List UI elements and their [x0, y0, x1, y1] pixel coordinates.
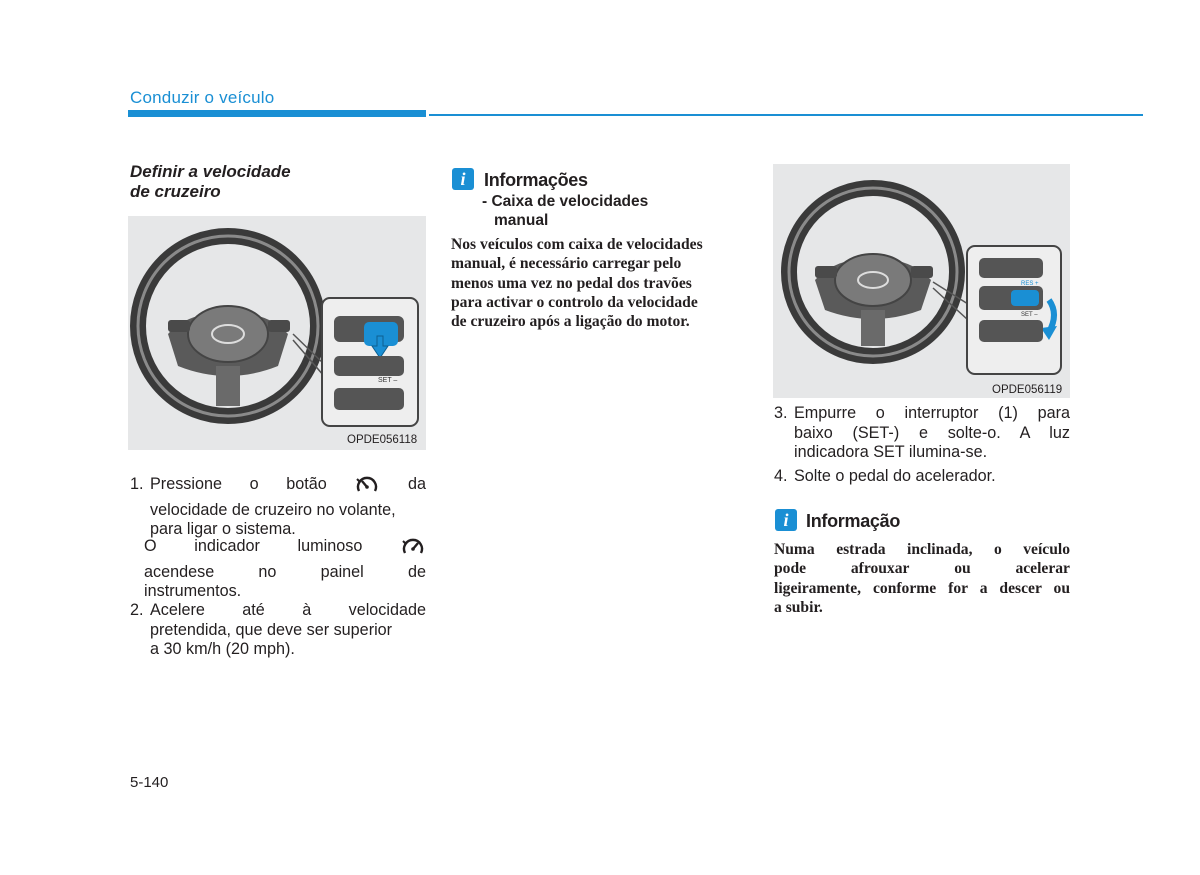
figure-button-set: SET – [1021, 312, 1038, 318]
step-number: 1. [130, 475, 144, 493]
list-item [774, 467, 1070, 487]
word: da [407, 475, 426, 493]
word: botão [286, 475, 327, 493]
word: painel [320, 562, 364, 581]
info-subtitle-line: - Caixa de velocidades [482, 193, 649, 210]
subheading [130, 162, 430, 202]
text-line: Solte o pedal do acelerador. [794, 467, 996, 485]
info-title: Informações [484, 170, 588, 190]
text-line: indicadora SET ilumina-se. [794, 443, 988, 461]
figure-steering-wheel-1 [128, 216, 426, 450]
step-4 [774, 467, 1070, 487]
step-3 [774, 404, 1070, 463]
info-subtitle-line: manual [494, 212, 549, 229]
word: acelerar [1015, 560, 1070, 578]
text-line: menos uma vez no pedal dos travões [451, 274, 692, 292]
text-line: a 30 km/h (20 mph). [150, 640, 295, 658]
text-line: manual, é necessário carregar pelo [451, 255, 682, 273]
word: acendese [144, 562, 215, 581]
header-rule-thick [128, 110, 426, 117]
page-number: 5-140 [130, 774, 169, 791]
figure-steering-wheel-2 [773, 164, 1070, 398]
step-2 [130, 601, 426, 660]
step-number: 2. [130, 601, 144, 619]
info-icon: i [775, 509, 797, 531]
word: afrouxar [850, 560, 910, 578]
subheading-line: de cruzeiro [130, 182, 221, 201]
word: luminoso [297, 537, 363, 555]
word: O [144, 537, 157, 555]
text-line: velocidade de cruzeiro no volante, [150, 500, 396, 519]
text-line: Empurre o interruptor (1) para [794, 404, 1070, 422]
text-line: a subir. [774, 598, 823, 616]
text-line: para activar o controlo da velocidade [451, 293, 698, 311]
list-item [130, 475, 426, 540]
list-item [774, 404, 1070, 463]
subheading-line: Definir a velocidade [130, 162, 291, 181]
info-subtitle [482, 192, 648, 230]
step-number: 3. [774, 404, 788, 422]
word: no [258, 562, 277, 581]
word: Pressione [150, 475, 222, 493]
info-icon: i [452, 168, 474, 190]
cruise-control-icon [354, 475, 380, 501]
figure-code: OPDE056119 [992, 384, 1063, 396]
figure-code: OPDE056118 [347, 434, 418, 446]
text-line: de cruzeiro após a ligação do motor. [451, 313, 690, 331]
word: até [242, 601, 265, 619]
text-line: para ligar o sistema. [150, 520, 296, 538]
figure-button-label: SET – [378, 377, 398, 384]
info-title: Informação [806, 511, 901, 531]
text-line: pretendida, que deve ser superior [150, 620, 393, 639]
header-rule-thin [429, 114, 1143, 116]
text-line: baixo (SET-) e solte-o. A luz [794, 423, 1070, 442]
word: o [249, 475, 259, 493]
steering-wheel-illustration [128, 216, 426, 450]
indicator-note [144, 537, 426, 602]
steering-wheel-illustration [773, 164, 1070, 398]
step-1 [130, 475, 426, 540]
info-body [451, 235, 748, 331]
word: ou [954, 560, 971, 578]
section-title: Conduzir o veículo [130, 88, 275, 107]
word: Acelere [150, 601, 205, 619]
word: pode [774, 560, 807, 578]
word: à [302, 601, 312, 619]
word: velocidade [348, 601, 426, 619]
text-line: instrumentos. [144, 582, 242, 600]
text-line: Nos veículos com caixa de velocidades [451, 236, 703, 253]
text-line: ligeiramente, conforme for a descer ou [774, 579, 1070, 597]
figure-button-res: RES + [1021, 281, 1039, 287]
cruise-indicator-icon [400, 537, 426, 563]
list-item [130, 601, 426, 660]
step-number: 4. [774, 467, 788, 485]
text-line: Numa estrada inclinada, o veículo [774, 541, 1070, 558]
word: de [407, 562, 426, 581]
word: indicador [194, 537, 260, 555]
info-body [774, 540, 1070, 617]
